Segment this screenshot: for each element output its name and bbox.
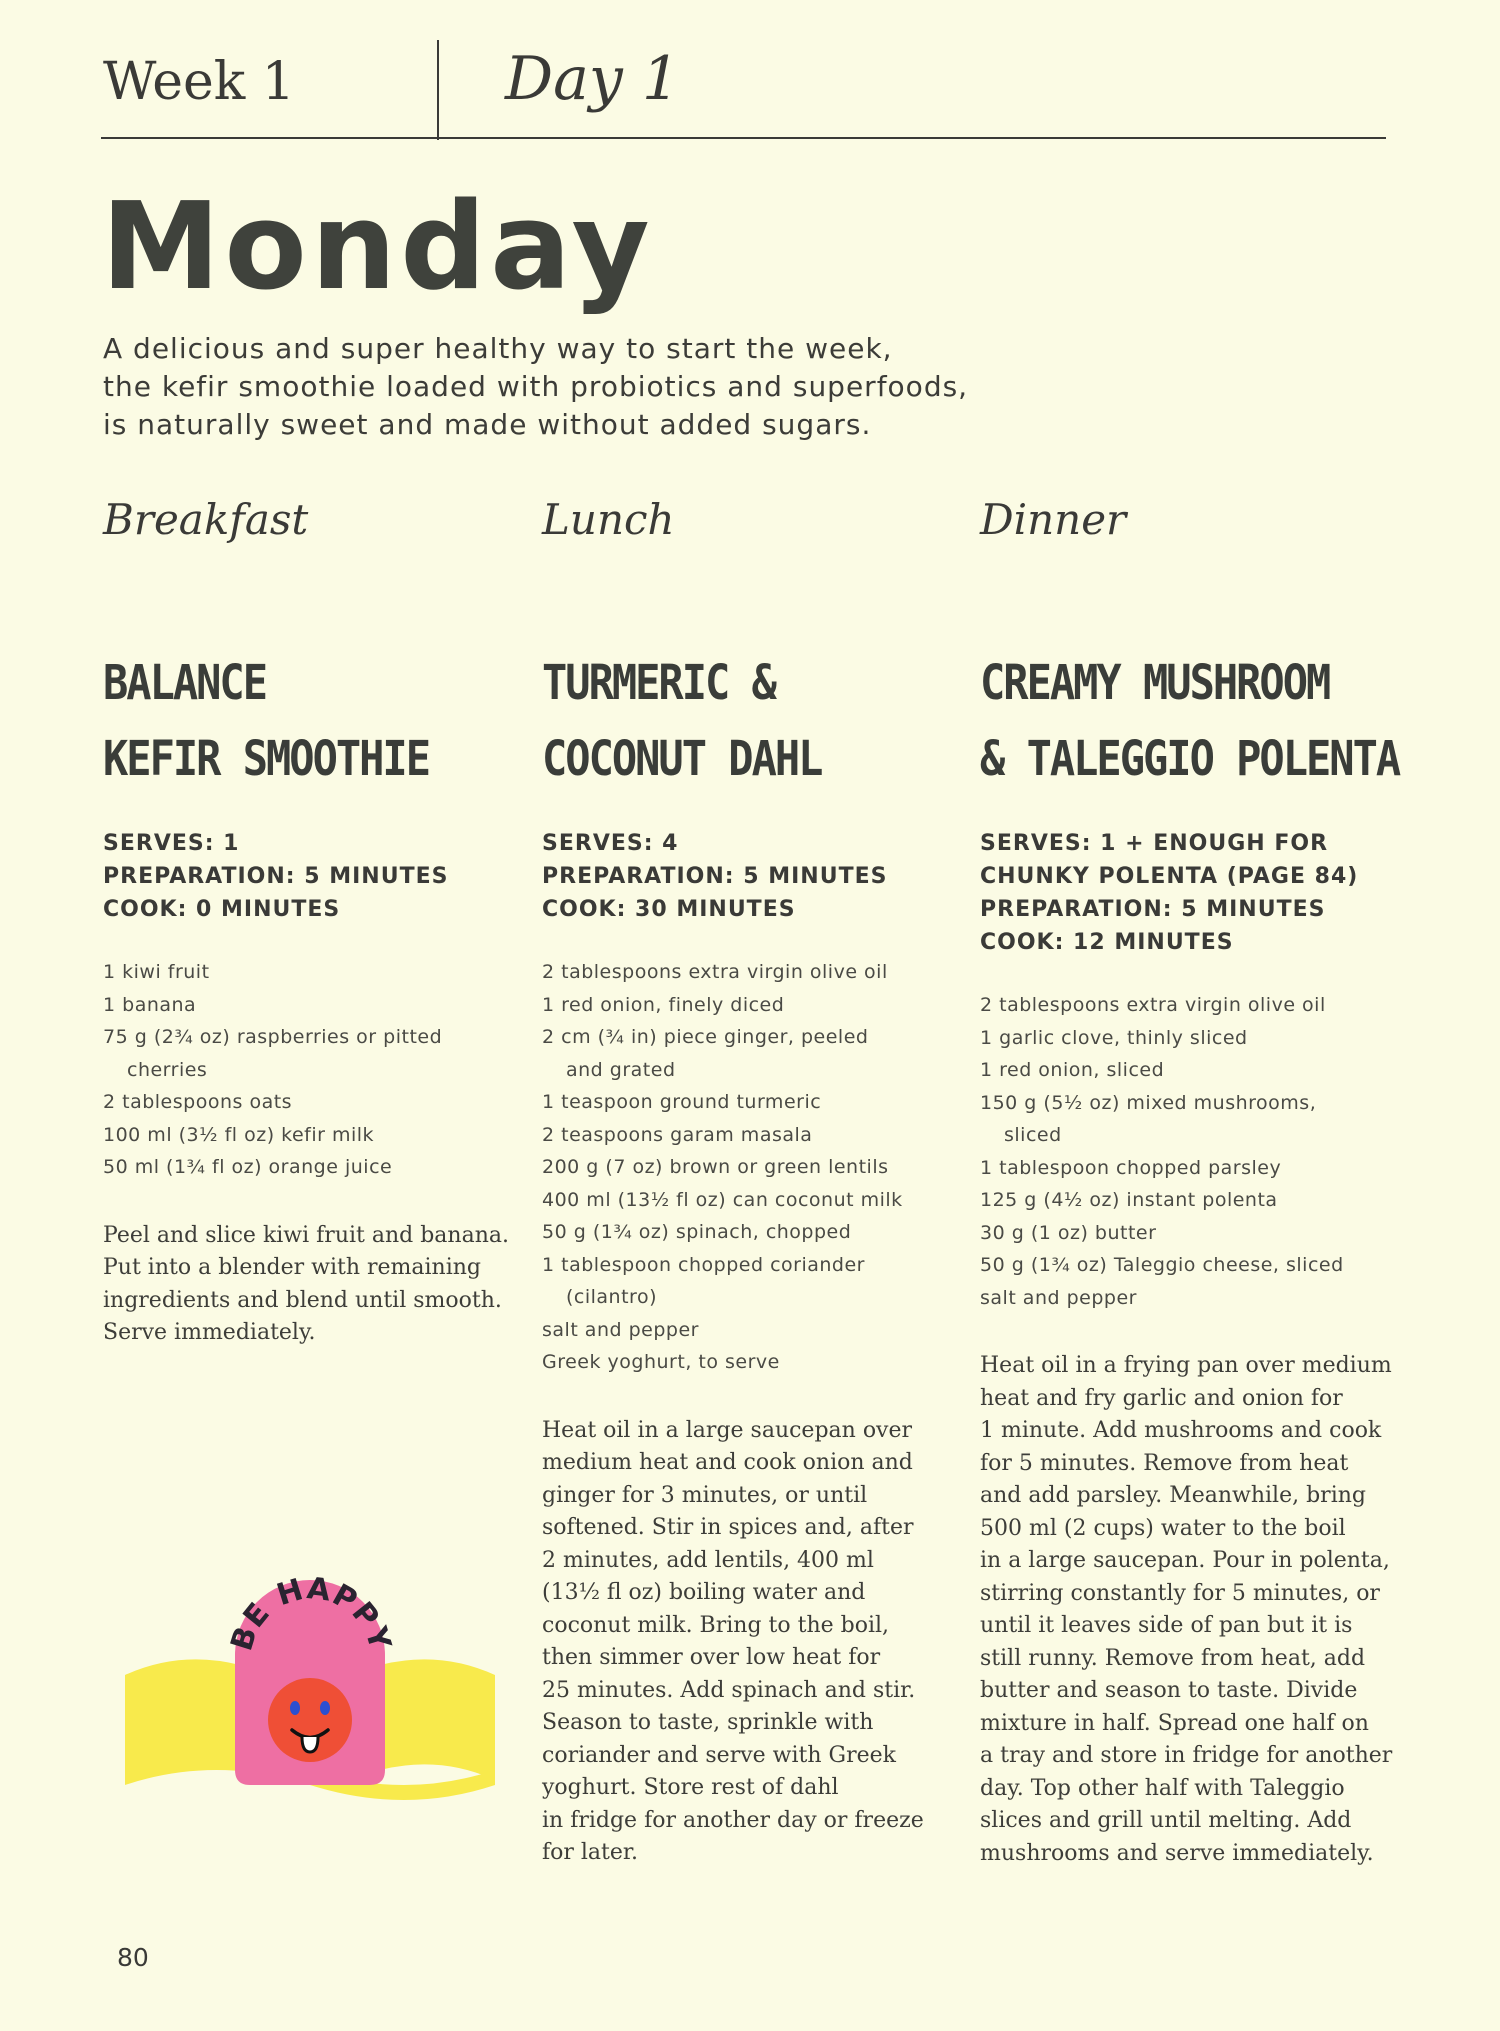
ingredient-item: 50 ml (1¾ fl oz) orange juice [103, 1156, 393, 1178]
ingredient-item: salt and pepper [980, 1286, 1137, 1309]
method-line: 2 minutes, add lentils, 400 ml [542, 1547, 874, 1573]
method-text [103, 1220, 513, 1350]
method-line: Put into a blender with remaining [103, 1255, 481, 1280]
ingredient-item: cherries [127, 1058, 208, 1081]
recipe-title [542, 645, 952, 797]
method-line: Heat oil in a frying pan over medium [980, 1353, 1392, 1378]
ingredient-item: 1 red onion, sliced [980, 1059, 1165, 1081]
recipe-title-line: & TALEGGIO POLENTA [980, 730, 1400, 787]
recipe-meta [980, 827, 1400, 959]
method-line: Season to taste, sprinkle with [542, 1710, 874, 1735]
ingredient-item: 50 g (1¾ oz) Taleggio cheese, sliced [980, 1254, 1344, 1276]
recipe-meta [542, 827, 952, 926]
ingredient-item: 30 g (1 oz) butter [980, 1221, 1157, 1244]
method-line: then simmer over low heat for [542, 1645, 881, 1670]
recipe-title [103, 645, 513, 797]
meal-label: Breakfast [103, 495, 309, 544]
method-line: slices and grill until melting. Add [980, 1808, 1352, 1833]
method-line: ginger for 3 minutes, or until [542, 1482, 868, 1508]
header-divider [437, 40, 439, 140]
method-line: medium heat and cook onion and [542, 1450, 913, 1475]
breakfast-column [103, 495, 513, 1350]
ingredient-item: 50 g (1¾ oz) spinach, chopped [542, 1221, 852, 1243]
method-line: in fridge for another day or freeze [542, 1807, 924, 1833]
recipe-meta [103, 827, 513, 926]
ingredient-item: 125 g (4½ oz) instant polenta [980, 1189, 1278, 1211]
smiley-eye-left [290, 1701, 300, 1715]
recipe-title [980, 645, 1400, 797]
ingredient-item: sliced [1004, 1124, 1062, 1146]
method-line: mushrooms and serve immediately. [980, 1840, 1374, 1866]
recipe-meta-line: COOK: 30 MINUTES [542, 897, 796, 922]
day-label: Day 1 [505, 44, 681, 114]
ingredient-item: 2 teaspoons garam masala [542, 1123, 813, 1146]
ingredient-item: 2 tablespoons extra virgin olive oil [542, 961, 888, 983]
ingredient-list [980, 989, 1400, 1314]
ingredient-item: 100 ml (3½ fl oz) kefir milk [103, 1123, 375, 1146]
method-line: in a large saucepan. Pour in polenta, [980, 1548, 1390, 1573]
ingredient-item: 400 ml (13½ fl oz) can coconut milk [542, 1188, 903, 1211]
ingredient-item: 2 tablespoons oats [103, 1091, 293, 1113]
method-line: Peel and slice kiwi fruit and banana. [103, 1222, 509, 1248]
method-line: stirring constantly for 5 minutes, or [980, 1580, 1380, 1606]
method-line: ingredients and blend until smooth. [103, 1287, 502, 1313]
recipe-meta-line: PREPARATION: 5 MINUTES [542, 864, 888, 889]
recipe-title-line: CREAMY MUSHROOM [980, 654, 1330, 711]
meal-label: Lunch [542, 495, 675, 544]
recipe-meta-line: COOK: 12 MINUTES [980, 930, 1234, 955]
be-happy-sticker [120, 1570, 500, 1800]
ingredient-item: salt and pepper [542, 1318, 699, 1341]
recipe-meta-line: SERVES: 4 [542, 831, 679, 856]
ingredient-item: 1 teaspoon ground turmeric [542, 1091, 822, 1113]
method-line: coriander and serve with Greek [542, 1742, 896, 1768]
intro-line: A delicious and super healthy way to start the week, [103, 332, 893, 365]
method-line: and add parsley. Meanwhile, bring [980, 1483, 1366, 1508]
ingredient-item: and grated [566, 1058, 676, 1081]
recipe-meta-line: PREPARATION: 5 MINUTES [103, 864, 449, 889]
method-line: mixture in half. Spread one half on [980, 1710, 1369, 1736]
lunch-column [542, 495, 952, 1870]
method-line: for 5 minutes. Remove from heat [980, 1450, 1349, 1476]
method-line: yoghurt. Store rest of dahl [542, 1775, 839, 1800]
method-text [542, 1415, 952, 1870]
ingredient-item: 1 tablespoon chopped coriander [542, 1253, 865, 1276]
method-line: until it leaves side of pan but it is [980, 1613, 1353, 1638]
intro-line: is naturally sweet and made without added sugars. [103, 408, 872, 441]
recipe-meta-line: SERVES: 1 + ENOUGH FOR [980, 831, 1329, 856]
ingredient-item: 1 garlic clove, thinly sliced [980, 1026, 1248, 1049]
method-line: heat and fry garlic and onion for [980, 1385, 1343, 1411]
dinner-column [980, 495, 1400, 1870]
ingredient-item: 1 kiwi fruit [103, 961, 210, 983]
method-line: Serve immediately. [103, 1320, 316, 1345]
method-line: Heat oil in a large saucepan over [542, 1417, 913, 1443]
method-line: butter and season to taste. Divide [980, 1678, 1358, 1703]
method-line: softened. Stir in spices and, after [542, 1515, 914, 1540]
method-line: a tray and store in fridge for another [980, 1743, 1393, 1768]
recipe-title-line: KEFIR SMOOTHIE [103, 730, 430, 787]
header-rule [101, 137, 1386, 139]
ingredient-item: 1 red onion, finely diced [542, 993, 785, 1016]
smiley-eye-right [320, 1701, 330, 1715]
method-line: 500 ml (2 cups) water to the boil [980, 1515, 1346, 1541]
recipe-meta-line: PREPARATION: 5 MINUTES [980, 897, 1326, 922]
ingredient-list [103, 956, 513, 1184]
recipe-meta-line: COOK: 0 MINUTES [103, 897, 341, 922]
ingredient-item: Greek yoghurt, to serve [542, 1351, 780, 1373]
ingredient-item: (cilantro) [566, 1286, 657, 1308]
method-line: for later. [542, 1840, 639, 1865]
method-line: 1 minute. Add mushrooms and cook [980, 1418, 1382, 1443]
intro-text [103, 330, 1103, 444]
page-title: Monday [101, 178, 654, 317]
method-text [980, 1350, 1400, 1870]
ingredient-item: 1 banana [103, 993, 197, 1016]
recipe-meta-line: SERVES: 1 [103, 831, 240, 856]
method-line: (13½ fl oz) boiling water and [542, 1580, 866, 1605]
ingredient-item: 200 g (7 oz) brown or green lentils [542, 1156, 889, 1178]
page-number: 80 [117, 1943, 149, 1972]
recipe-title-line: COCONUT DAHL [542, 730, 822, 787]
method-line: 25 minutes. Add spinach and stir. [542, 1677, 916, 1703]
recipe-title-line: BALANCE [103, 654, 267, 711]
method-line: day. Top other half with Taleggio [980, 1775, 1345, 1801]
ingredient-item: 2 cm (¾ in) piece ginger, peeled [542, 1026, 869, 1048]
sticker-text: BE HAPPY [224, 1571, 398, 1655]
week-label: Week 1 [103, 52, 295, 112]
smiley-tongue [302, 1737, 318, 1752]
method-line: coconut milk. Bring to the boil, [542, 1612, 890, 1638]
ingredient-item: 1 tablespoon chopped parsley [980, 1156, 1282, 1179]
ingredient-item: 150 g (5½ oz) mixed mushrooms, [980, 1091, 1317, 1114]
meal-label: Dinner [980, 495, 1127, 544]
ingredient-item: 2 tablespoons extra virgin olive oil [980, 994, 1326, 1016]
recipe-meta-line: CHUNKY POLENTA (PAGE 84) [980, 864, 1359, 889]
recipe-title-line: TURMERIC & [542, 654, 775, 711]
ingredient-item: 75 g (2¾ oz) raspberries or pitted [103, 1026, 443, 1048]
intro-line: the kefir smoothie loaded with probiotics and superfoods, [103, 370, 969, 403]
ingredient-list [542, 956, 952, 1379]
method-line: still runny. Remove from heat, add [980, 1645, 1366, 1671]
